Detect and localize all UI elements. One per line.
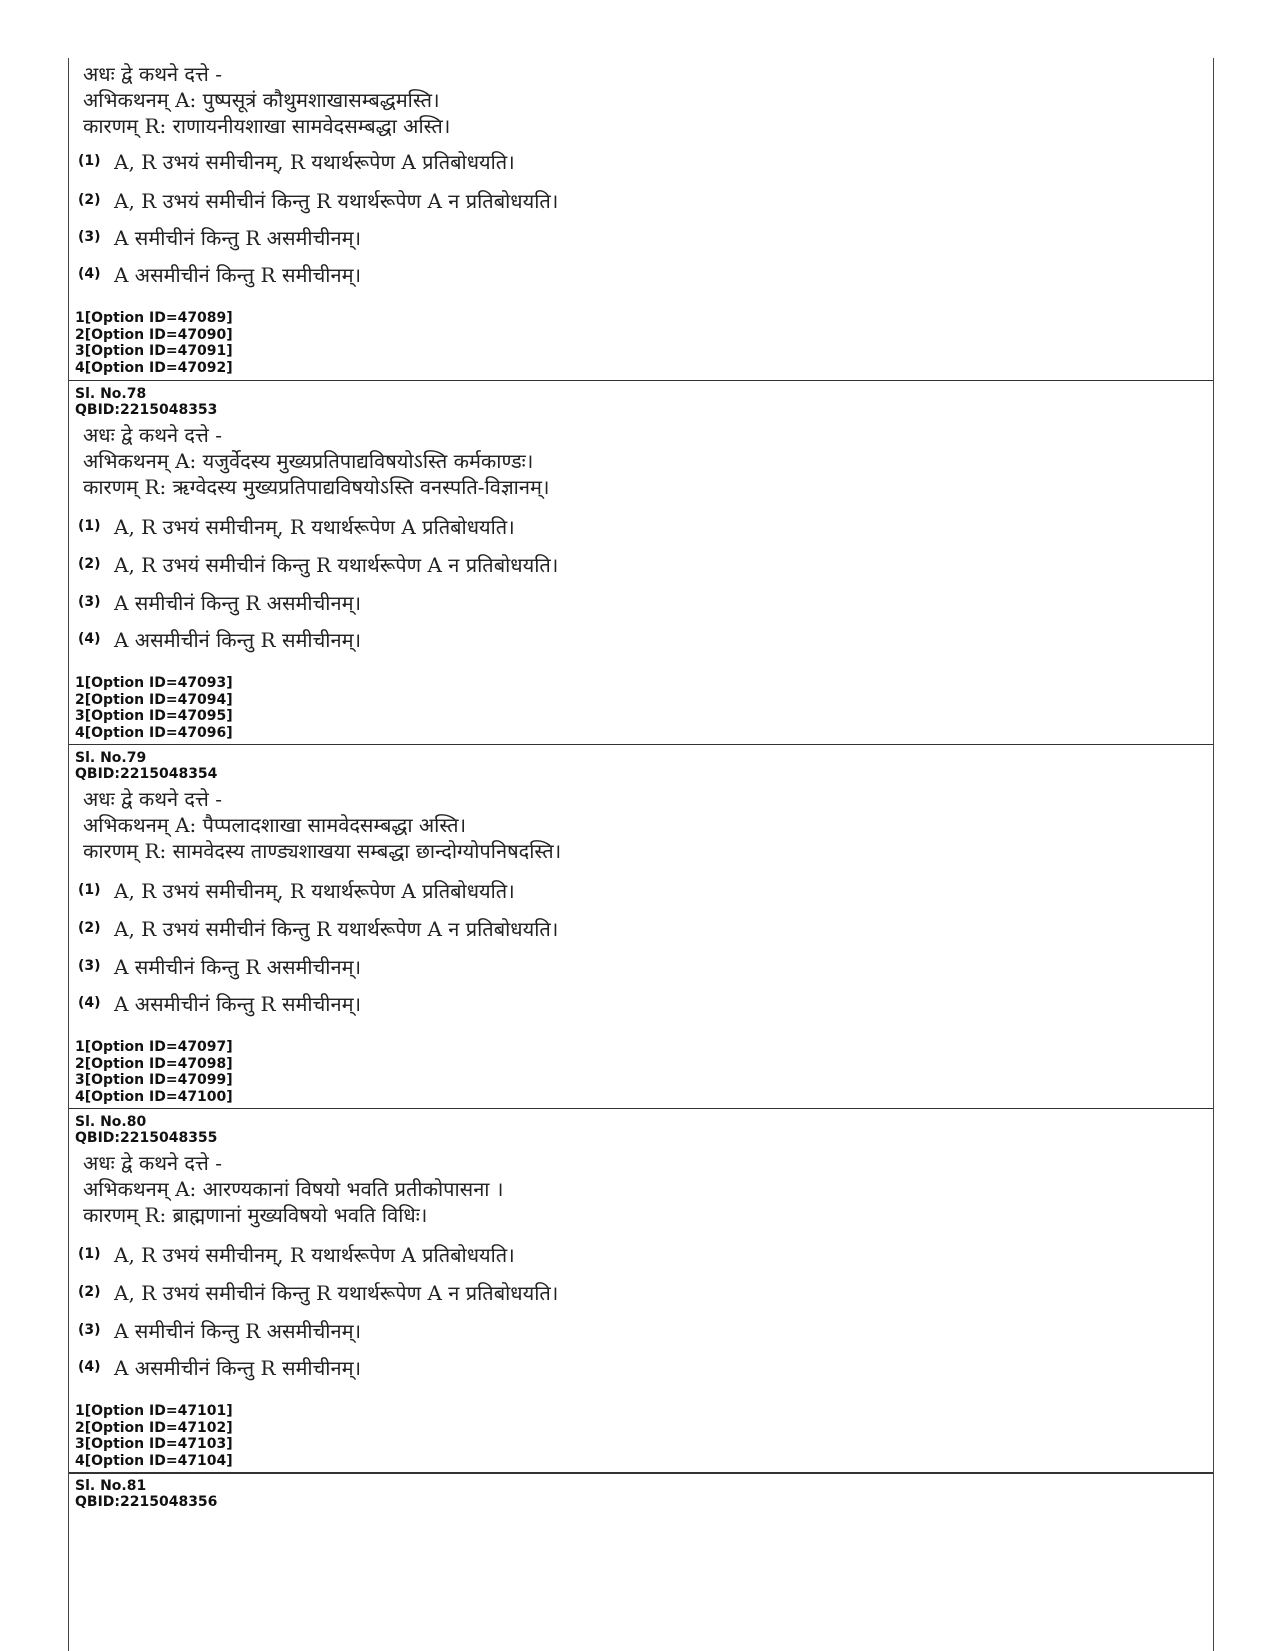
option-text: A, R उभयं समीचीनम्, R यथार्थरूपेण A प्रतिबोधयति। <box>114 878 515 903</box>
option-id: 4[Option ID=47092] <box>75 359 233 376</box>
option-2 <box>78 913 558 943</box>
option-id-list <box>75 310 233 376</box>
option-1 <box>78 875 515 905</box>
option-number: (3) <box>78 1322 101 1338</box>
option-number: (4) <box>78 631 101 647</box>
question-intro: अधः द्वे कथने दत्ते - <box>83 1151 222 1175</box>
qbid: QBID:2215048354 <box>75 766 218 782</box>
option-text: A, R उभयं समीचीनं किन्तु R यथार्थरूपेण A न प्रतिबोधयति। <box>114 552 559 577</box>
serial-number: Sl. No.78 <box>75 386 147 402</box>
option-1 <box>78 1239 515 1269</box>
option-1 <box>78 146 515 176</box>
option-id: 2[Option ID=47094] <box>75 691 233 708</box>
assertion-statement: अभिकथनम् A: आरण्यकानां विषयो भवति प्रतीकोपासना । <box>83 1177 504 1201</box>
reason-statement: कारणम् R: राणायनीयशाखा सामवेदसम्बद्धा अस्ति। <box>83 114 451 138</box>
question-block-80 <box>69 1109 1213 1473</box>
option-id: 2[Option ID=47090] <box>75 326 233 343</box>
option-4 <box>78 1352 361 1382</box>
option-number: (1) <box>78 153 101 169</box>
option-number: (4) <box>78 995 101 1011</box>
option-id: 1[Option ID=47097] <box>75 1039 233 1055</box>
option-id: 1[Option ID=47089] <box>75 310 233 326</box>
reason-statement: कारणम् R: ऋग्वेदस्य मुख्यप्रतिपाद्यविषयोऽस्ति वनस्पति-विज्ञानम्। <box>83 475 550 499</box>
option-2 <box>78 1277 558 1307</box>
option-text: A, R उभयं समीचीनं किन्तु R यथार्थरूपेण A न प्रतिबोधयति। <box>114 916 559 941</box>
option-text: A, R उभयं समीचीनं किन्तु R यथार्थरूपेण A न प्रतिबोधयति। <box>114 188 559 213</box>
option-id: 3[Option ID=47095] <box>75 708 233 724</box>
option-text: A समीचीनं किन्तु R असमीचीनम्। <box>114 954 362 979</box>
option-id: 2[Option ID=47098] <box>75 1055 233 1072</box>
option-number: (1) <box>78 1246 101 1262</box>
option-id: 4[Option ID=47104] <box>75 1452 233 1469</box>
question-block-81 <box>69 1474 1213 1514</box>
option-number: (1) <box>78 882 101 898</box>
option-number: (4) <box>78 1359 101 1375</box>
option-text: A असमीचीनं किन्तु R समीचीनम्। <box>114 1355 362 1380</box>
question-paper-frame <box>68 58 1214 1651</box>
qbid: QBID:2215048353 <box>75 402 218 418</box>
option-1 <box>78 511 515 541</box>
qbid: QBID:2215048355 <box>75 1130 218 1146</box>
option-id-list <box>75 1403 233 1469</box>
option-id-list <box>75 675 233 741</box>
option-2 <box>78 185 558 215</box>
option-text: A समीचीनं किन्तु R असमीचीनम्। <box>114 590 362 615</box>
question-intro: अधः द्वे कथने दत्ते - <box>83 423 222 447</box>
reason-statement: कारणम् R: सामवेदस्य ताण्ड्यशाखया सम्बद्धा छान्दोग्योपनिषदस्ति। <box>83 839 562 863</box>
option-number: (3) <box>78 229 101 245</box>
option-3 <box>78 1315 361 1345</box>
option-3 <box>78 222 361 252</box>
option-4 <box>78 624 361 654</box>
option-id: 3[Option ID=47103] <box>75 1436 233 1452</box>
option-number: (1) <box>78 518 101 534</box>
question-intro: अधः द्वे कथने दत्ते - <box>83 787 222 811</box>
option-id: 4[Option ID=47100] <box>75 1088 233 1105</box>
option-id: 1[Option ID=47101] <box>75 1403 233 1419</box>
option-text: A, R उभयं समीचीनम्, R यथार्थरूपेण A प्रतिबोधयति। <box>114 1242 515 1267</box>
question-block-77 <box>69 58 1213 380</box>
option-number: (4) <box>78 266 101 282</box>
option-3 <box>78 587 361 617</box>
option-number: (3) <box>78 958 101 974</box>
option-id: 3[Option ID=47099] <box>75 1072 233 1088</box>
question-intro: अधः द्वे कथने दत्ते - <box>83 62 222 86</box>
serial-number: Sl. No.81 <box>75 1478 147 1494</box>
option-number: (3) <box>78 594 101 610</box>
option-4 <box>78 988 361 1018</box>
option-text: A, R उभयं समीचीनम्, R यथार्थरूपेण A प्रतिबोधयति। <box>114 514 515 539</box>
option-3 <box>78 951 361 981</box>
option-text: A, R उभयं समीचीनम्, R यथार्थरूपेण A प्रतिबोधयति। <box>114 149 515 174</box>
option-number: (2) <box>78 920 101 936</box>
option-id: 4[Option ID=47096] <box>75 724 233 741</box>
option-number: (2) <box>78 192 101 208</box>
option-text: A असमीचीनं किन्तु R समीचीनम्। <box>114 627 362 652</box>
option-id: 2[Option ID=47102] <box>75 1419 233 1436</box>
option-text: A असमीचीनं किन्तु R समीचीनम्। <box>114 991 362 1016</box>
option-text: A असमीचीनं किन्तु R समीचीनम्। <box>114 262 362 287</box>
option-id-list <box>75 1039 233 1105</box>
option-number: (2) <box>78 556 101 572</box>
serial-number: Sl. No.80 <box>75 1114 147 1130</box>
option-id: 1[Option ID=47093] <box>75 675 233 691</box>
reason-statement: कारणम् R: ब्राह्मणानां मुख्यविषयो भवति विधिः। <box>83 1203 428 1227</box>
option-text: A समीचीनं किन्तु R असमीचीनम्। <box>114 1318 362 1343</box>
option-id: 3[Option ID=47091] <box>75 343 233 359</box>
qbid: QBID:2215048356 <box>75 1494 218 1510</box>
assertion-statement: अभिकथनम् A: पैप्पलादशाखा सामवेदसम्बद्धा अस्ति। <box>83 813 467 837</box>
question-block-78 <box>69 381 1213 745</box>
question-block-79 <box>69 745 1213 1109</box>
option-2 <box>78 549 558 579</box>
option-number: (2) <box>78 1284 101 1300</box>
assertion-statement: अभिकथनम् A: पुष्पसूत्रं कौथुमशाखासम्बद्धमस्ति। <box>83 88 440 112</box>
serial-number: Sl. No.79 <box>75 750 147 766</box>
assertion-statement: अभिकथनम् A: यजुर्वेदस्य मुख्यप्रतिपाद्यविषयोऽस्ति कर्मकाण्डः। <box>83 449 534 473</box>
option-4 <box>78 259 361 289</box>
option-text: A समीचीनं किन्तु R असमीचीनम्। <box>114 225 362 250</box>
option-text: A, R उभयं समीचीनं किन्तु R यथार्थरूपेण A न प्रतिबोधयति। <box>114 1280 559 1305</box>
